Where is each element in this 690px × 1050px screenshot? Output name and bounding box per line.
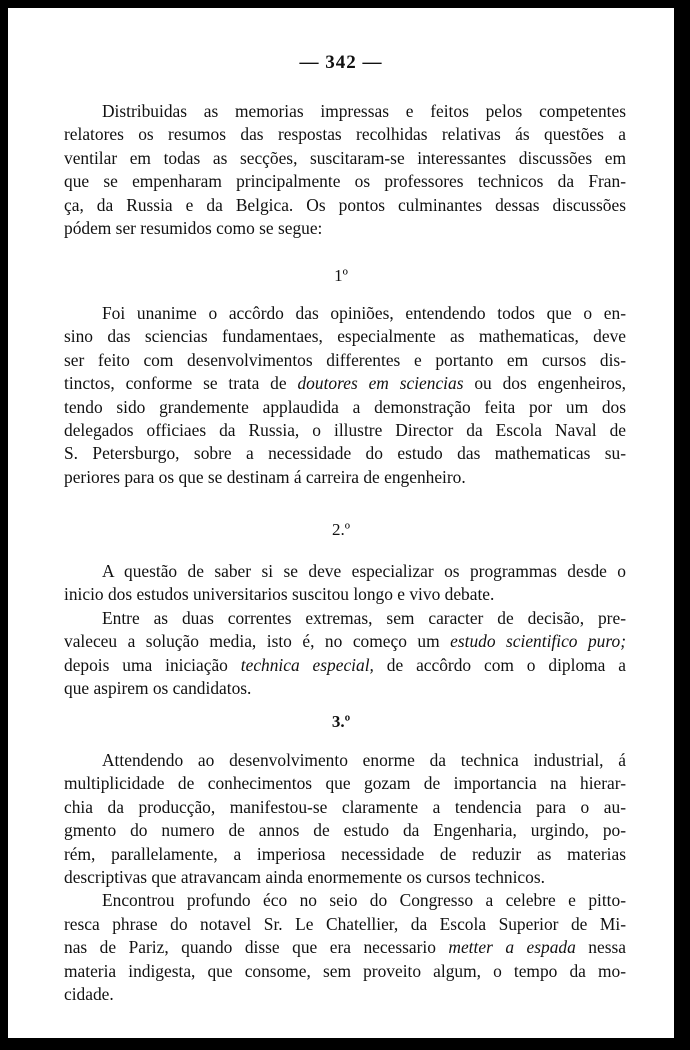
text-line: Distribuidas as memorias impressas e feitos pelos competentes <box>102 101 626 121</box>
text-line: Attendendo ao desenvolvimento enorme da technica industrial, á <box>102 750 626 770</box>
text-line: cidade. <box>64 984 114 1005</box>
text-line: que aspirem os candidatos. <box>64 678 252 699</box>
text-line: ser feito com desenvolvimentos differentes e portanto em cursos dis- <box>64 349 626 370</box>
section-heading-3: 3.º <box>331 712 351 731</box>
section-2-body <box>64 560 626 700</box>
text-line: pódem ser resumidos como se segue: <box>64 218 323 239</box>
text-line: ventilar em todas as secções, suscitaram-se interessantes discussões em <box>64 147 626 168</box>
text-line: tendo sido grandemente applaudida a demonstração feita por um dos <box>64 396 626 417</box>
text-segment: de accôrdo com o diploma a <box>386 654 626 675</box>
book-page <box>6 6 676 1040</box>
text-segment: nessa <box>588 937 626 958</box>
text-line: Entre as duas correntes extremas, sem caracter de decisão, pre- <box>102 607 626 628</box>
italic-phrase: doutores em sciencias <box>297 373 464 394</box>
text-line: periores para os que se destinam á carreira de engenheiro. <box>64 466 466 487</box>
text-line: descriptivas que atravancam ainda enormemente os cursos technicos. <box>64 867 545 888</box>
text-line <box>64 936 626 959</box>
italic-phrase: metter a espada <box>448 937 576 958</box>
text-line: Encontrou profundo éco no seio do Congresso a celebre e pitto- <box>102 890 626 911</box>
paragraph-intro <box>64 100 626 240</box>
text-line: multiplicidade de conhecimentos que gozam de importancia na hierar- <box>64 773 626 794</box>
text-line: ça, da Russia e da Belgica. Os pontos culminantes dessas discussões <box>64 194 626 215</box>
text-line: rém, parallelamente, a imperiosa necessidade de reduzir as materias <box>64 843 626 864</box>
text-line <box>64 654 626 677</box>
text-line: que se empenharam principalmente os professores technicos da Fran- <box>64 171 626 192</box>
text-line: materia indigesta, que consome, sem proveito algum, o tempo da mo- <box>64 960 626 981</box>
section-heading-2: 2.º <box>331 520 351 539</box>
page-number: — 342 — <box>299 52 383 73</box>
text-segment: ou dos engenheiros, <box>474 373 626 394</box>
text-segment: nas de Pariz, quando disse que era necessario <box>64 937 436 958</box>
text-line: S. Petersburgo, sobre a necessidade do estudo das mathematicas su- <box>64 443 626 464</box>
italic-phrase: estudo scientifico puro; <box>450 631 626 652</box>
text-line <box>64 372 626 395</box>
text-segment: tinctos, conforme se trata de <box>64 373 287 394</box>
section-heading-1: 1º <box>334 266 348 285</box>
text-line: resca phrase do notavel Sr. Le Chatellier, da Escola Superior de Mi- <box>64 913 626 934</box>
italic-phrase: technica especial, <box>240 654 374 675</box>
section-1-body <box>64 302 626 489</box>
text-line: Foi unanime o accôrdo das opiniões, entendendo todos que o en- <box>102 303 626 323</box>
text-segment: depois uma iniciação <box>64 654 228 675</box>
section-3-body <box>64 749 626 1006</box>
text-line: A questão de saber si se deve especializar os programmas desde o <box>102 561 626 581</box>
text-line: sino das sciencias fundamentaes, especialmente as mathematicas, deve <box>64 326 626 347</box>
text-line: relatores os resumos das respostas recolhidas relativas ás questões a <box>64 124 626 145</box>
text-line: chia da producção, manifestou-se claramente a tendencia para o au- <box>64 796 626 817</box>
text-line <box>64 630 626 653</box>
text-line: delegados officiaes da Russia, o illustre Director da Escola Naval de <box>64 420 626 441</box>
text-line: gmento do numero de annos de estudo da Engenharia, urgindo, po- <box>64 820 626 841</box>
text-segment: valeceu a solução media, isto é, no começo um <box>64 631 440 652</box>
text-line: inicio dos estudos universitarios suscitou longo e vivo debate. <box>64 584 495 605</box>
